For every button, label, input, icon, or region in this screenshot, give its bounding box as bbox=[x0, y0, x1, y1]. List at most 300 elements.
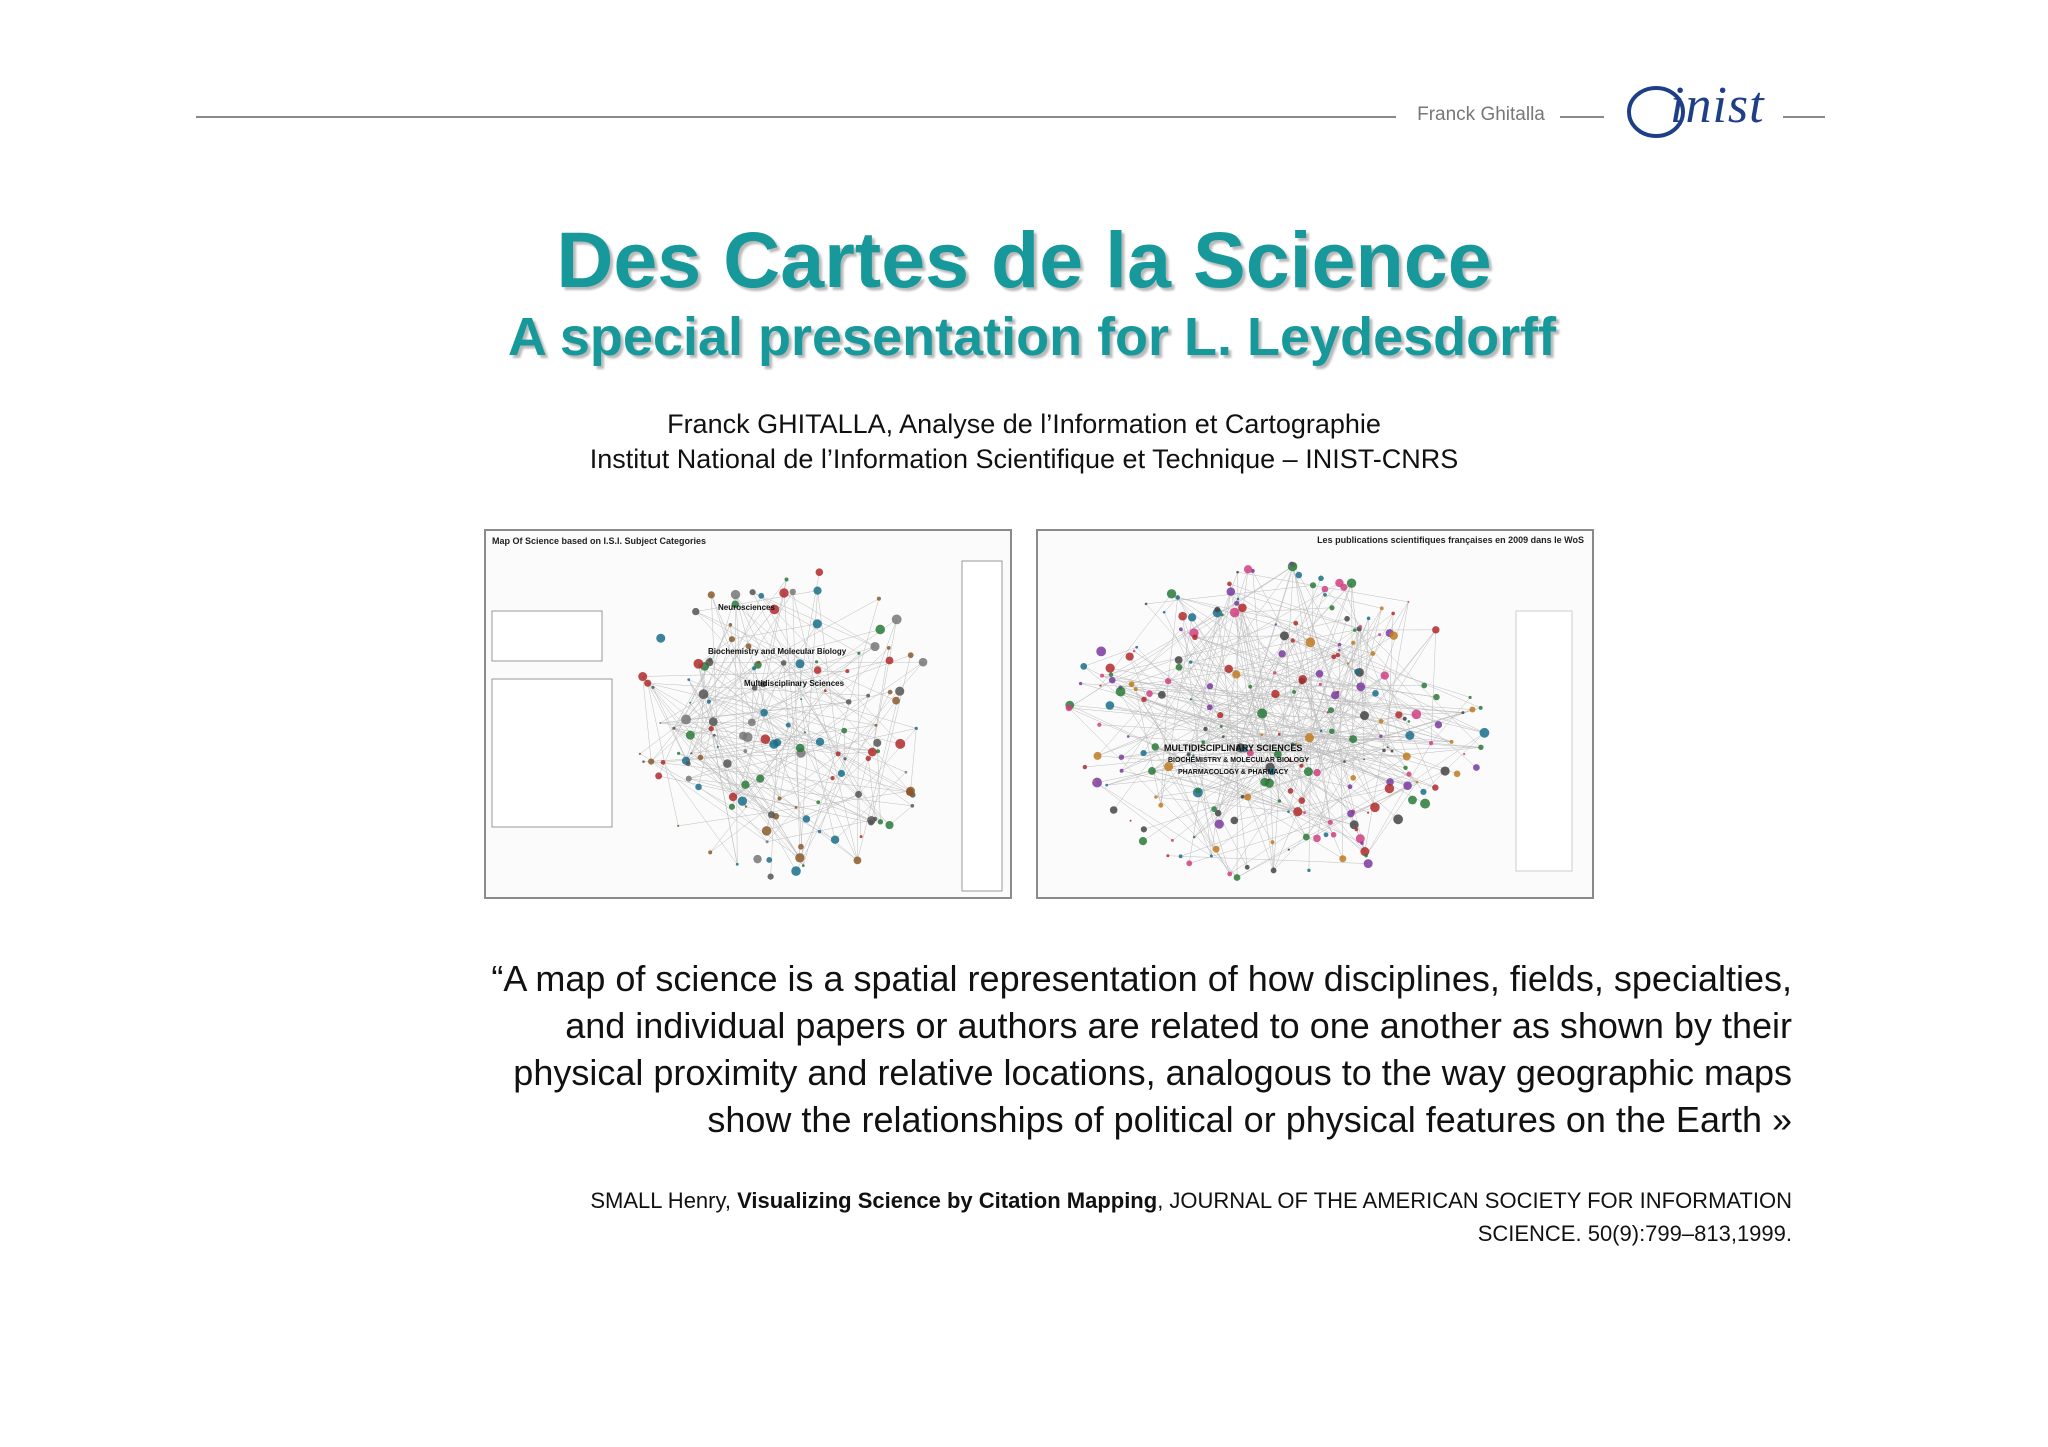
network-node bbox=[1479, 706, 1483, 710]
network-node bbox=[1379, 735, 1382, 738]
network-node bbox=[1232, 670, 1240, 678]
network-node bbox=[1403, 752, 1411, 760]
network-node bbox=[753, 855, 761, 863]
network-node bbox=[885, 821, 893, 829]
network-node bbox=[1196, 789, 1201, 794]
network-node bbox=[1432, 784, 1438, 790]
map-2-label-multidisciplinary: MULTIDISCIPLINARY SCIENCES bbox=[1164, 743, 1303, 753]
network-node bbox=[1289, 562, 1293, 566]
network-node bbox=[866, 756, 871, 761]
network-node bbox=[651, 686, 654, 689]
network-node bbox=[1360, 841, 1364, 845]
network-node bbox=[766, 857, 772, 863]
network-node bbox=[1165, 678, 1171, 684]
citation-title: Visualizing Science by Citation Mapping bbox=[737, 1188, 1158, 1213]
map-2-title: Les publications scientifiques françaises en 2009 dans le WoS bbox=[1317, 535, 1584, 545]
quote-line: show the relationships of political or physical features on the Earth » bbox=[707, 1099, 1792, 1140]
quote-line: and individual papers or authors are related to one another as shown by their bbox=[565, 1005, 1792, 1046]
network-node bbox=[1119, 755, 1124, 760]
network-node bbox=[1305, 637, 1315, 647]
network-node bbox=[1378, 633, 1381, 636]
quote-line: “A map of science is a spatial representation of how disciplines, fields, specialties, bbox=[491, 958, 1792, 999]
network-node bbox=[1140, 750, 1146, 756]
network-node bbox=[1406, 772, 1411, 777]
network-node bbox=[743, 732, 753, 742]
network-node bbox=[905, 771, 908, 774]
network-node bbox=[1395, 711, 1402, 718]
network-node bbox=[1393, 814, 1403, 824]
network-node bbox=[1310, 582, 1316, 588]
network-node bbox=[873, 739, 881, 747]
network-node bbox=[1405, 731, 1414, 740]
network-node bbox=[785, 577, 789, 581]
network-node bbox=[698, 755, 704, 761]
network-node bbox=[1480, 728, 1490, 738]
network-node bbox=[895, 739, 905, 749]
network-node bbox=[1120, 769, 1124, 773]
citation-block bbox=[300, 1184, 1792, 1250]
network-node bbox=[1454, 771, 1461, 778]
network-node bbox=[1403, 766, 1407, 770]
network-node bbox=[748, 718, 756, 726]
network-node bbox=[1188, 613, 1196, 621]
network-node bbox=[1348, 784, 1353, 789]
network-node bbox=[1304, 767, 1313, 776]
network-edge bbox=[1164, 597, 1177, 612]
network-node bbox=[1295, 572, 1302, 579]
network-node bbox=[1288, 849, 1290, 851]
network-node bbox=[892, 614, 902, 624]
network-edge bbox=[690, 703, 800, 858]
network-node bbox=[1215, 820, 1224, 829]
network-node bbox=[768, 811, 775, 818]
inist-logo bbox=[1622, 78, 1772, 144]
network-edge bbox=[1094, 781, 1172, 840]
network-node bbox=[1349, 735, 1357, 743]
network-edge bbox=[771, 743, 778, 877]
network-edge bbox=[674, 728, 772, 815]
network-edge bbox=[911, 728, 917, 791]
network-node bbox=[1190, 698, 1192, 700]
network-edge bbox=[1296, 623, 1331, 822]
network-node bbox=[860, 835, 863, 838]
network-node bbox=[768, 874, 774, 880]
network-node bbox=[1129, 681, 1135, 687]
network-node bbox=[1469, 707, 1475, 713]
network-node bbox=[1207, 683, 1213, 689]
network-node bbox=[1271, 868, 1277, 874]
network-node bbox=[1171, 839, 1174, 842]
network-node bbox=[1092, 778, 1102, 788]
network-node bbox=[1079, 682, 1082, 685]
network-node bbox=[677, 825, 679, 827]
network-node bbox=[762, 826, 772, 836]
network-node bbox=[1331, 832, 1337, 838]
header-author: Franck Ghitalla bbox=[1417, 104, 1545, 125]
network-node bbox=[1372, 690, 1379, 697]
network-node bbox=[1105, 784, 1108, 787]
network-node bbox=[1268, 779, 1270, 781]
network-node bbox=[1387, 746, 1389, 748]
network-node bbox=[1211, 806, 1217, 812]
network-edge bbox=[890, 806, 913, 825]
network-node bbox=[687, 678, 690, 681]
network-node bbox=[830, 776, 834, 780]
network-node bbox=[1350, 775, 1356, 781]
map-1-label-biochemistry: Biochemistry and Molecular Biology bbox=[708, 647, 847, 656]
network-node bbox=[1303, 834, 1310, 841]
header-rule-left bbox=[196, 116, 1396, 118]
network-node bbox=[1403, 717, 1407, 721]
network-node bbox=[1225, 665, 1233, 673]
network-node bbox=[758, 593, 764, 599]
network-node bbox=[816, 800, 820, 804]
network-node bbox=[1473, 764, 1480, 771]
network-node bbox=[1193, 836, 1196, 839]
citation-journal-end: SCIENCE. 50(9):799–813,1999. bbox=[1477, 1221, 1792, 1246]
network-node bbox=[686, 761, 691, 766]
network-node bbox=[709, 726, 714, 731]
network-node bbox=[1420, 789, 1426, 795]
network-node bbox=[1416, 781, 1419, 784]
network-node bbox=[1299, 764, 1303, 768]
network-node bbox=[1127, 735, 1130, 738]
network-node bbox=[1146, 690, 1153, 697]
network-node bbox=[699, 689, 709, 699]
network-edge bbox=[1399, 713, 1463, 715]
network-node bbox=[731, 590, 740, 599]
network-edge bbox=[801, 699, 805, 732]
network-node bbox=[1271, 690, 1279, 698]
network-node bbox=[1336, 653, 1340, 657]
network-node bbox=[804, 731, 806, 733]
network-edge bbox=[784, 593, 875, 647]
network-node bbox=[1331, 654, 1336, 659]
network-node bbox=[1338, 649, 1340, 651]
network-node bbox=[672, 727, 675, 730]
network-node bbox=[661, 760, 666, 765]
network-node bbox=[1305, 733, 1314, 742]
network-node bbox=[1364, 854, 1368, 858]
network-node bbox=[1390, 631, 1398, 639]
network-node bbox=[743, 749, 747, 753]
network-node bbox=[813, 619, 822, 628]
network-node bbox=[1192, 634, 1198, 640]
network-node bbox=[816, 738, 824, 746]
network-node bbox=[1083, 765, 1087, 769]
network-edge bbox=[1355, 630, 1439, 725]
network-node bbox=[1134, 687, 1138, 691]
network-node bbox=[1380, 606, 1384, 610]
network-node bbox=[1469, 696, 1472, 699]
network-node bbox=[1227, 587, 1236, 596]
network-node bbox=[1106, 664, 1115, 673]
network-node bbox=[1360, 711, 1369, 720]
network-node bbox=[815, 660, 818, 663]
network-node bbox=[1244, 793, 1251, 800]
network-node bbox=[1370, 802, 1380, 812]
network-node bbox=[741, 781, 749, 789]
page-title: Des Cartes de la Science bbox=[556, 215, 1492, 304]
network-node bbox=[1329, 605, 1334, 610]
institute-name: Institut National de l’Information Scientifique et Technique – INIST-CNRS bbox=[589, 444, 1459, 474]
network-node bbox=[1313, 769, 1320, 776]
network-node bbox=[1299, 797, 1306, 804]
network-node bbox=[1210, 855, 1213, 858]
network-node bbox=[1278, 799, 1281, 802]
network-node bbox=[1227, 872, 1232, 877]
network-node bbox=[1313, 835, 1321, 843]
network-node bbox=[738, 796, 747, 805]
network-node bbox=[708, 850, 712, 854]
network-node bbox=[1370, 651, 1375, 656]
network-node bbox=[1316, 670, 1324, 678]
network-node bbox=[1100, 674, 1104, 678]
network-node bbox=[1356, 834, 1365, 843]
network-node bbox=[1158, 803, 1163, 808]
network-node bbox=[1391, 750, 1394, 753]
network-node bbox=[1257, 709, 1267, 719]
network-node bbox=[1328, 707, 1334, 713]
network-edge bbox=[1325, 589, 1481, 747]
network-node bbox=[1303, 811, 1306, 814]
french-publications-map-image bbox=[1036, 529, 1594, 899]
network-node bbox=[1187, 752, 1191, 756]
network-node bbox=[813, 587, 821, 595]
network-node bbox=[874, 724, 877, 727]
network-node bbox=[1351, 641, 1355, 645]
network-node bbox=[736, 863, 739, 866]
network-node bbox=[1179, 627, 1183, 631]
network-node bbox=[655, 772, 662, 779]
network-node bbox=[1329, 728, 1335, 734]
network-node bbox=[707, 700, 711, 704]
network-node bbox=[1116, 687, 1126, 697]
network-node bbox=[1343, 760, 1346, 763]
network-node bbox=[870, 642, 879, 651]
network-node bbox=[1207, 704, 1213, 710]
network-node bbox=[1421, 683, 1427, 689]
network-node bbox=[766, 840, 769, 843]
network-node bbox=[816, 568, 824, 576]
network-edges bbox=[1069, 564, 1484, 878]
network-edge bbox=[643, 677, 804, 866]
network-node bbox=[1186, 860, 1192, 866]
network-node bbox=[1236, 571, 1239, 574]
network-node bbox=[887, 646, 891, 650]
network-node bbox=[1367, 812, 1369, 814]
network-node bbox=[1338, 643, 1342, 647]
network-edges bbox=[640, 572, 923, 876]
network-node bbox=[1166, 854, 1169, 857]
network-node bbox=[1323, 593, 1327, 597]
network-edge bbox=[761, 596, 900, 744]
network-node bbox=[642, 760, 645, 763]
network-node bbox=[1322, 586, 1329, 593]
network-node bbox=[796, 744, 805, 753]
network-node bbox=[729, 804, 735, 810]
network-node bbox=[677, 752, 680, 755]
network-edge bbox=[872, 619, 896, 752]
network-node bbox=[1420, 799, 1430, 809]
network-node bbox=[1320, 730, 1323, 733]
network-node bbox=[1214, 607, 1220, 613]
network-node bbox=[1363, 758, 1365, 760]
network-node bbox=[814, 666, 822, 674]
network-node bbox=[1292, 690, 1296, 694]
network-node bbox=[705, 658, 713, 666]
network-node bbox=[867, 816, 875, 824]
network-node bbox=[1099, 685, 1101, 687]
network-node bbox=[1347, 662, 1349, 664]
network-node bbox=[791, 866, 801, 876]
network-node bbox=[877, 597, 881, 601]
network-node bbox=[795, 806, 798, 809]
network-node bbox=[1179, 854, 1183, 858]
network-node bbox=[1354, 669, 1360, 675]
network-node bbox=[919, 658, 928, 667]
network-graph-1 bbox=[486, 531, 1010, 897]
network-edge bbox=[1330, 789, 1389, 823]
network-node bbox=[846, 699, 852, 705]
network-node bbox=[729, 793, 737, 801]
network-node bbox=[1066, 705, 1073, 712]
network-node bbox=[644, 680, 651, 687]
network-node bbox=[866, 694, 870, 698]
network-edge bbox=[760, 691, 825, 779]
network-edge bbox=[838, 752, 872, 754]
network-graph-2 bbox=[1038, 531, 1592, 897]
network-node bbox=[723, 759, 732, 768]
network-node bbox=[845, 669, 849, 673]
network-node bbox=[689, 702, 691, 704]
network-node bbox=[1275, 623, 1277, 625]
network-node bbox=[1350, 820, 1359, 829]
network-node bbox=[729, 623, 733, 627]
map-1-title: Map Of Science based on I.S.I. Subject Categories bbox=[492, 536, 707, 546]
header-rule-middle bbox=[1560, 116, 1604, 118]
network-node bbox=[1408, 796, 1417, 805]
network-node bbox=[1231, 817, 1239, 825]
network-edge bbox=[841, 773, 909, 792]
network-node bbox=[694, 659, 704, 669]
network-node bbox=[855, 791, 862, 798]
network-edge bbox=[1366, 782, 1417, 856]
network-node bbox=[1433, 694, 1439, 700]
network-node bbox=[1293, 807, 1302, 816]
network-node bbox=[681, 715, 691, 725]
network-node bbox=[1356, 682, 1365, 691]
network-node bbox=[908, 652, 914, 658]
author-affiliation: Franck GHITALLA, Analyse de l’Information et Cartographie bbox=[667, 409, 1381, 439]
network-node bbox=[1175, 595, 1180, 600]
network-node bbox=[1234, 874, 1241, 881]
network-node bbox=[915, 727, 918, 730]
network-node bbox=[1248, 685, 1252, 689]
network-node bbox=[1408, 720, 1411, 723]
network-node bbox=[798, 844, 804, 850]
network-node bbox=[1080, 663, 1087, 670]
citation-journal: , JOURNAL OF THE AMERICAN SOCIETY FOR INFORMATION bbox=[1157, 1188, 1792, 1213]
network-node bbox=[1230, 608, 1240, 618]
citation-author: SMALL Henry, bbox=[590, 1188, 738, 1213]
network-node bbox=[1220, 725, 1223, 728]
network-node bbox=[779, 588, 788, 597]
network-node bbox=[1110, 806, 1118, 814]
network-node bbox=[795, 853, 804, 862]
network-node bbox=[836, 751, 841, 756]
network-node bbox=[713, 734, 716, 737]
network-node bbox=[1271, 840, 1275, 844]
network-edge bbox=[1296, 623, 1340, 644]
network-edge bbox=[1359, 629, 1373, 654]
network-node bbox=[1382, 749, 1385, 752]
network-node bbox=[1440, 766, 1449, 775]
map-2-label-pharmacology: PHARMACOLOGY & PHARMACY bbox=[1178, 769, 1289, 776]
network-node bbox=[1429, 741, 1433, 745]
network-node bbox=[1340, 584, 1347, 591]
network-node bbox=[1278, 733, 1281, 736]
network-edge bbox=[1234, 789, 1389, 821]
network-node bbox=[752, 666, 756, 670]
network-node bbox=[639, 753, 641, 755]
network-node bbox=[1096, 646, 1106, 656]
network-node bbox=[1381, 671, 1389, 679]
quote-line: physical proximity and relative locations, analogous to the way geographic maps bbox=[513, 1052, 1792, 1093]
map-1-label-multidisciplinary: Multidisciplinary Sciences bbox=[744, 679, 845, 688]
network-node bbox=[1130, 820, 1132, 822]
network-node bbox=[1094, 752, 1102, 760]
network-node bbox=[1238, 603, 1247, 612]
network-node bbox=[802, 864, 805, 867]
network-edge bbox=[871, 655, 911, 822]
network-node bbox=[756, 775, 764, 783]
network-node bbox=[1097, 723, 1101, 727]
network-node bbox=[769, 740, 778, 749]
network-node bbox=[1461, 711, 1464, 714]
network-node bbox=[1139, 837, 1147, 845]
network-node bbox=[692, 608, 699, 615]
network-node bbox=[906, 787, 915, 796]
network-node bbox=[888, 690, 893, 695]
network-node bbox=[892, 697, 900, 705]
network-node bbox=[729, 636, 735, 642]
network-node bbox=[795, 659, 804, 668]
network-node bbox=[1331, 691, 1339, 699]
network-node bbox=[1133, 650, 1136, 653]
network-node bbox=[1158, 691, 1166, 699]
network-edge bbox=[1334, 657, 1439, 725]
network-node bbox=[777, 796, 781, 800]
network-node bbox=[843, 757, 846, 760]
network-node bbox=[1175, 656, 1183, 664]
network-node bbox=[1278, 650, 1285, 657]
network-node bbox=[875, 625, 885, 635]
network-node bbox=[1178, 612, 1187, 621]
network-node bbox=[1344, 616, 1350, 622]
network-node bbox=[1234, 601, 1239, 606]
network-node bbox=[717, 746, 719, 748]
network-node bbox=[803, 815, 810, 822]
network-node bbox=[781, 660, 787, 666]
network-node bbox=[1435, 721, 1442, 728]
network-node bbox=[1359, 625, 1362, 628]
network-node bbox=[1109, 673, 1113, 677]
network-node bbox=[1227, 582, 1232, 587]
network-node bbox=[1391, 612, 1395, 616]
network-node bbox=[1450, 740, 1454, 744]
map-1-label-neurosciences: Neurosciences bbox=[718, 603, 775, 612]
